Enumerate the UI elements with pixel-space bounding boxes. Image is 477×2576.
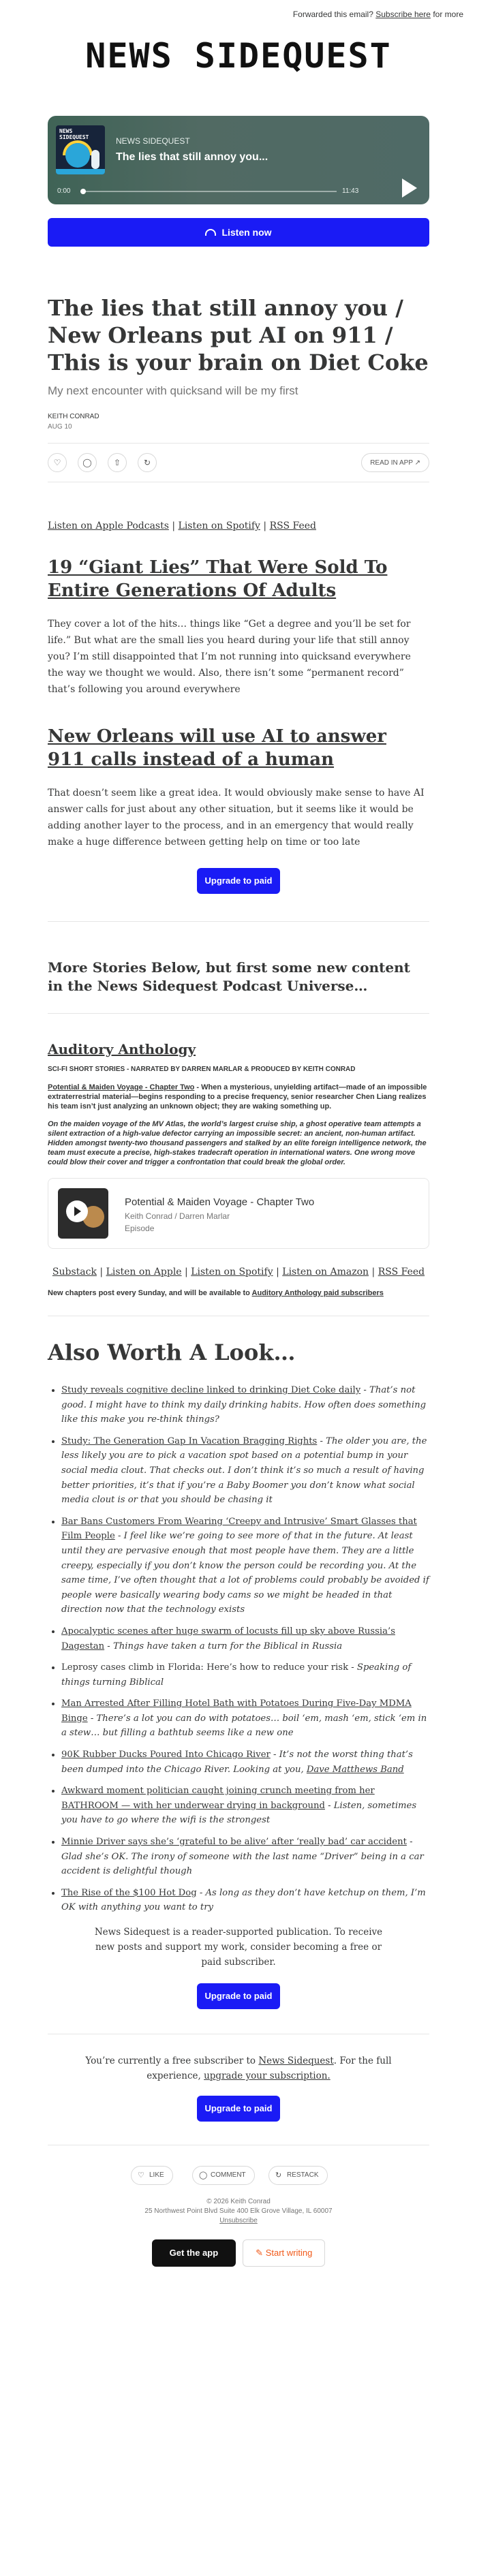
- progress-track[interactable]: [80, 191, 337, 192]
- progress-handle[interactable]: [80, 189, 86, 194]
- time-total: 11:43: [342, 187, 359, 195]
- anthology-links: Substack | Listen on Apple | Listen on Spotify | Listen on Amazon | RSS Feed: [52, 1267, 425, 1277]
- publication-logo[interactable]: NEWS SIDEQUEST: [85, 36, 392, 76]
- comment-icon: ◯: [199, 2171, 208, 2179]
- substack-link[interactable]: Substack: [52, 1267, 97, 1277]
- story-body-new-orleans: That doesn’t seem like a great idea. It would obviously make sense to have AI answer calls for just about any other situation, but it seems like it would be adding another layer to the process, and in an emergency that would really make a huge difference between getting help on time or too late: [48, 788, 425, 848]
- time-elapsed: 0:00: [57, 187, 71, 195]
- anthology-rss-link[interactable]: RSS Feed: [378, 1267, 425, 1277]
- divider: [48, 1013, 429, 1014]
- episode-card-title: Potential & Maiden Voyage - Chapter Two: [125, 1196, 315, 1208]
- also-link[interactable]: Study: The Generation Gap In Vacation Bragging Rights: [61, 1436, 318, 1446]
- footer-copyright: © 2026 Keith Conrad: [206, 2198, 271, 2205]
- episode-card[interactable]: [48, 1178, 429, 1249]
- list-item: • The Rise of the $100 Hot Dog - As long as they don’t have ketchup on them, I’m OK with anything you want to try: [61, 1886, 429, 1915]
- footer: [48, 2197, 429, 2226]
- comment-icon[interactable]: ◯: [78, 453, 97, 472]
- episode-thumbnail: [58, 1188, 108, 1239]
- bottom-actions: [48, 2166, 429, 2185]
- get-app-button[interactable]: Get the app: [152, 2239, 236, 2267]
- apple-podcasts-link[interactable]: Listen on Apple Podcasts: [48, 521, 169, 531]
- heart-icon: ♡: [138, 2171, 144, 2179]
- auditory-anthology-byline: SCI-FI SHORT STORIES - NARRATED BY DARREN MARLAR & PRODUCED BY KEITH CONRAD: [48, 1066, 356, 1073]
- listen-apple-link[interactable]: Listen on Apple: [106, 1267, 182, 1277]
- list-item: • Bar Bans Customers From Wearing ‘Creepy and Intrusive’ Smart Glasses that Film People - I feel like we’re going to see more of that in the future. At least until they are pervasive enough that most people have them. They are a little creepy, especially if you don’t know the person could be recording you. At the same time, I’ve often thought that a lot of problems could probably be avoided if people were basically wearing body cams so we might be headed in that direction now that the technology exists: [61, 1515, 429, 1617]
- player-show-name: NEWS SIDEQUEST: [116, 136, 190, 146]
- forward-text: Forwarded this email?: [292, 10, 373, 19]
- episode-description: Potential & Maiden Voyage - Chapter Two - When a mysterious, unyielding artifact—made of an impossible extraterrestrial material—begins responding to a precise frequency, senior researcher Chen Liang realizes his team isn’t just analyzing an unknown object; they are waking something up.: [48, 1083, 427, 1111]
- listen-now-button[interactable]: [48, 218, 429, 247]
- paid-subscribers-link[interactable]: Auditory Anthology paid subscribers: [251, 1289, 384, 1297]
- post-subtitle: My next encounter with quicksand will be my first: [48, 384, 298, 397]
- start-writing-button[interactable]: ✎ Start writing: [243, 2239, 325, 2267]
- publication-link[interactable]: News Sidequest: [258, 2055, 334, 2066]
- player-episode-title: The lies that still annoy you...: [116, 151, 268, 163]
- arrow-out-icon: ↗: [414, 459, 420, 467]
- spotify-link[interactable]: Listen on Spotify: [178, 521, 260, 531]
- list-item: • Minnie Driver says she’s ‘grateful to be alive’ after ‘really bad’ car accident - Glad she’s OK. The irony of someone with the last name “Driver” being in a car accident is delightful though: [61, 1835, 429, 1879]
- also-link[interactable]: Minnie Driver says she’s ‘grateful to be alive’ after ‘really bad’ car accident: [61, 1837, 407, 1848]
- also-link[interactable]: Awkward moment politician caught joining crunch meeting from her BATHROOM — with her underwear drying in background: [61, 1786, 375, 1811]
- share-icon[interactable]: ⇧: [108, 453, 127, 472]
- list-item: • 90K Rubber Ducks Poured Into Chicago River - It’s not the worst thing that’s been dumped into the Chicago River. Looking at you, Dave Matthews Band: [61, 1748, 429, 1777]
- new-chapters-note: New chapters post every Sunday, and will be available to Auditory Anthology paid subscribers: [48, 1289, 384, 1297]
- divider: [48, 921, 429, 922]
- episode-card-authors: Keith Conrad / Darren Marlar: [125, 1211, 230, 1221]
- like-button[interactable]: ♡ LIKE: [131, 2166, 173, 2185]
- listen-amazon-link[interactable]: Listen on Amazon: [282, 1267, 369, 1277]
- also-link[interactable]: The Rise of the $100 Hot Dog: [61, 1887, 197, 1898]
- listen-now-label: Listen now: [221, 227, 272, 238]
- story-body-giant-lies: They cover a lot of the hits… things like “Get a degree and you’ll be set for life.” But what are the small lies you heard during your life that still annoy you? I’m still disappointed that I’m not running into quicksand everywhere the way we thought we would. Also, there isn’t some “permanent record” that’s following you around everywhere: [48, 619, 411, 695]
- also-link[interactable]: 90K Rubber Ducks Poured Into Chicago River: [61, 1750, 271, 1760]
- audio-player[interactable]: [48, 116, 429, 204]
- list-item: • Apocalyptic scenes after huge swarm of locusts fill up sky above Russia’s Dagestan - Things have taken a turn for the Biblical in Russia: [61, 1624, 429, 1654]
- more-stories-title: More Stories Below, but first some new content in the News Sidequest Podcast Universe…: [48, 959, 410, 994]
- pencil-icon: ✎: [256, 2248, 266, 2258]
- heart-icon[interactable]: ♡: [48, 453, 67, 472]
- restack-button[interactable]: ↻ RESTACK: [268, 2166, 328, 2185]
- also-list: [48, 1383, 429, 1915]
- also-link[interactable]: Bar Bans Customers From Wearing ‘Creepy and Intrusive’ Smart Glasses that Film People: [61, 1516, 417, 1542]
- episode-link[interactable]: Potential & Maiden Voyage - Chapter Two: [48, 1083, 195, 1091]
- forward-bar: [0, 0, 477, 20]
- reader-supported-text: News Sidequest is a reader-supported publication. To receive new posts and support my work, consider becoming a free or paid subscriber.: [94, 1927, 383, 1968]
- post-title[interactable]: The lies that still annoy you / New Orleans put AI on 911 / This is your brain on Diet Coke: [48, 295, 429, 375]
- episode-card-kind: Episode: [125, 1224, 155, 1233]
- restack-icon: ↻: [275, 2171, 282, 2179]
- play-icon[interactable]: [66, 1200, 88, 1222]
- restack-icon[interactable]: ↻: [138, 453, 157, 472]
- also-text: Leprosy cases climb in Florida: Here’s how to reduce your risk: [61, 1662, 349, 1673]
- podcast-cover-image: [56, 125, 105, 174]
- author-name[interactable]: KEITH CONRAD: [48, 413, 99, 420]
- post-date: AUG 10: [48, 423, 72, 431]
- free-subscriber-text: You’re currently a free subscriber to News Sidequest. For the full experience, upgrade your subscription.: [85, 2055, 392, 2081]
- unsubscribe-link[interactable]: Unsubscribe: [219, 2217, 258, 2224]
- upgrade-button[interactable]: Upgrade to paid: [197, 2096, 280, 2122]
- also-worth-a-look-title: Also Worth A Look…: [48, 1339, 296, 1365]
- comment-button[interactable]: ◯ COMMENT: [192, 2166, 255, 2185]
- cover-text: NEWS SIDEQUEST: [59, 128, 89, 140]
- upgrade-subscription-link[interactable]: upgrade your subscription.: [204, 2070, 330, 2081]
- post-actions: [48, 443, 429, 482]
- upgrade-button[interactable]: Upgrade to paid: [197, 868, 280, 894]
- dave-matthews-link[interactable]: Dave Matthews Band: [306, 1764, 404, 1775]
- list-item: • Man Arrested After Filling Hotel Bath with Potatoes During Five-Day MDMA Binge - There’s a lot you can do with potatoes… boil ‘em, mash ‘em, stick ‘em in a stew… but filling a bathtub seems like a new one: [61, 1696, 429, 1741]
- listen-links: Listen on Apple Podcasts | Listen on Spotify | RSS Feed: [48, 521, 316, 531]
- listen-spotify-link[interactable]: Listen on Spotify: [191, 1267, 273, 1277]
- app-buttons: [48, 2239, 429, 2267]
- read-in-app-button[interactable]: READ IN APP ↗: [361, 453, 429, 472]
- list-item: • Study reveals cognitive decline linked to drinking Diet Coke daily - That’s not good. I might have to think my daily drinking habits. How often does something like this make you re-think things?: [61, 1383, 429, 1427]
- subscribe-link[interactable]: Subscribe here: [375, 10, 431, 19]
- list-item: • Study: The Generation Gap In Vacation Bragging Rights - The older you are, the less likely you are to pick a vacation spot based on a potential bump in your social media clout. That checks out. I don’t think it’s so much a result of having better priorities, it’s that if you’re a Baby Boomer you don’t know what social media clout is or that you should be chasing it: [61, 1434, 429, 1508]
- forward-suffix: for more: [433, 10, 463, 19]
- list-item: • Awkward moment politician caught joining crunch meeting from her BATHROOM — with her underwear drying in background - Listen, sometimes you have to go where the wifi is the strongest: [61, 1784, 429, 1828]
- also-link[interactable]: Study reveals cognitive decline linked to drinking Diet Coke daily: [61, 1385, 361, 1395]
- story-heading-giant-lies[interactable]: 19 “Giant Lies” That Were Sold To Entire Generations Of Adults: [48, 557, 388, 601]
- episode-synopsis: On the maiden voyage of the MV Atlas, the world’s largest cruise ship, a ghost operative team attempts a silent extraction of a high-value defector carrying an impossible secret: an ancient, non-human artifact. Hidden amongst twenty-two thousand passengers and stalked by an elite foreign intelligence network, the team must execute a precise, high-stakes tradecraft operation in international waters. One wrong move could blow their cover and trigger a confrontation that could break the global order.: [48, 1120, 427, 1166]
- play-icon[interactable]: [402, 179, 417, 198]
- story-heading-new-orleans[interactable]: New Orleans will use AI to answer 911 calls instead of a human: [48, 726, 386, 770]
- also-link[interactable]: Man Arrested After Filling Hotel Bath with Potatoes During Five-Day MDMA Binge: [61, 1698, 412, 1724]
- rss-link[interactable]: RSS Feed: [269, 521, 316, 531]
- footer-address: 25 Northwest Point Blvd Suite 400 Elk Grove Village, IL 60007: [144, 2207, 333, 2215]
- upgrade-button[interactable]: Upgrade to paid: [197, 1983, 280, 2009]
- also-link[interactable]: Apocalyptic scenes after huge swarm of locusts fill up sky above Russia’s Dagestan: [61, 1626, 395, 1651]
- headphones-icon: [205, 229, 216, 236]
- list-item: • Leprosy cases climb in Florida: Here’s how to reduce your risk - Speaking of things turning Biblical: [61, 1660, 429, 1690]
- auditory-anthology-title[interactable]: Auditory Anthology: [48, 1041, 196, 1057]
